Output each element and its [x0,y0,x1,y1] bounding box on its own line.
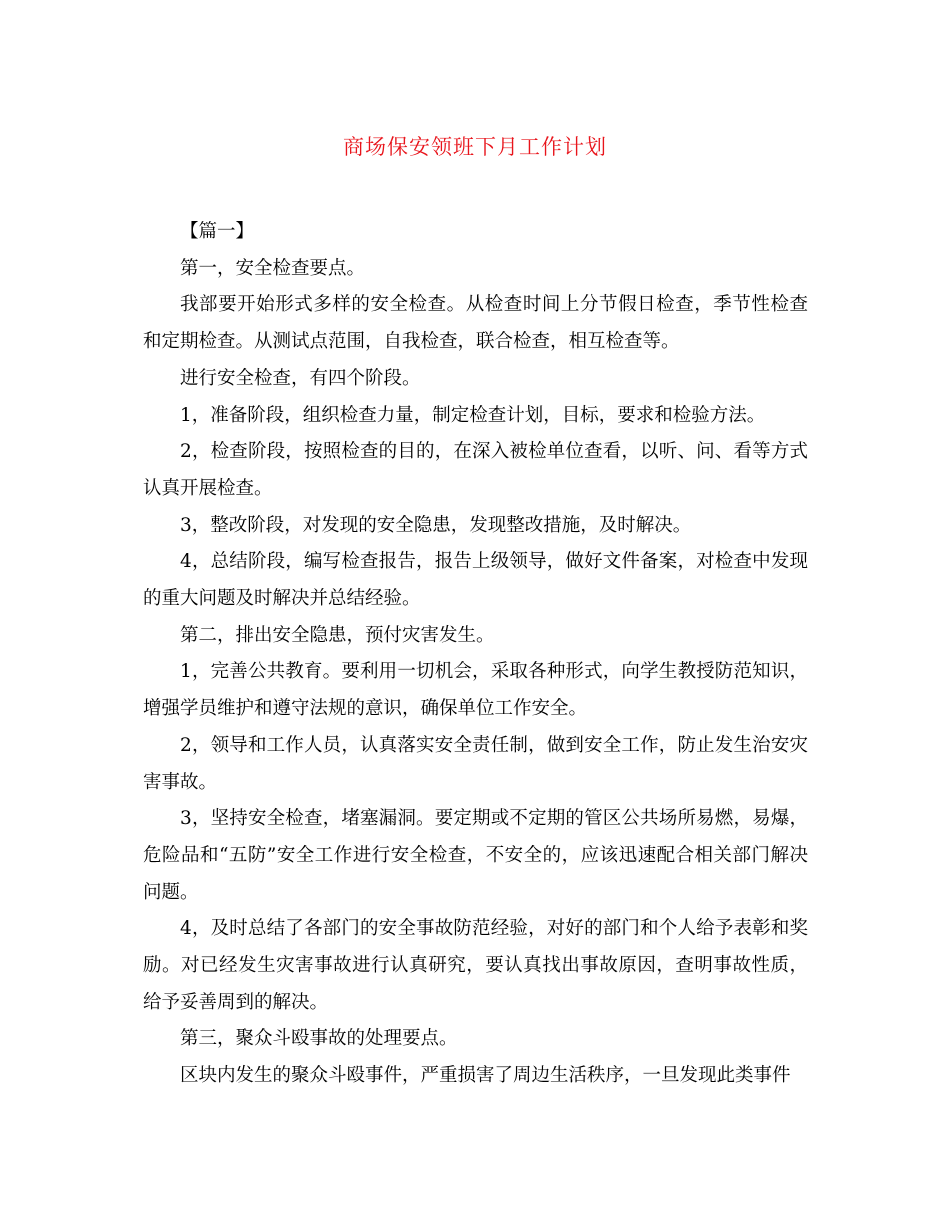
paragraph: 第三，聚众斗殴事故的处理要点。 [180,1028,458,1050]
paragraph: 4，总结阶段，编写检查报告，报告上级领导，做好文件备案，对检查中发现的重大问题及时解决并总结经验。 [143,551,808,610]
document-body [143,214,808,1095]
paragraph: 1，完善公共教育。要利用一切机会，采取各种形式，向学生教授防范知识，增强学员维护和遵守法规的意识，确保单位工作安全。 [143,661,808,720]
paragraph: 4，及时总结了各部门的安全事故防范经验，对好的部门和个人给予表彰和奖励。对已经发生灾害事故进行认真研究，要认真找出事故原因，查明事故性质，给予妥善周到的解决。 [143,918,808,1013]
paragraph: 2，检查阶段，按照检查的目的，在深入被检单位查看，以听、问、看等方式认真开展检查。 [143,441,808,499]
section-heading: 【篇一】 [180,221,255,242]
paragraph: 进行安全检查，有四个阶段。 [180,367,421,389]
paragraph: 3，坚持安全检查，堵塞漏洞。要定期或不定期的管区公共场所易燃，易爆，危险品和“五防”安全工作进行安全检查，不安全的，应该迅速配合相关部门解决问题。 [143,808,808,903]
paragraph: 1，准备阶段，组织检查力量，制定检查计划，目标，要求和检验方法。 [180,404,766,426]
paragraph: 2，领导和工作人员，认真落实安全责任制，做到安全工作，防止发生治安灾害事故。 [143,734,808,793]
document-title: 商场保安领班下月工作计划 [343,135,607,159]
paragraph: 第一，安全检查要点。 [180,257,366,279]
paragraph: 我部要开始形式多样的安全检查。从检查时间上分节假日检查，季节性检查和定期检查。从测试点范围，自我检查，联合检查，相互检查等。 [143,294,808,353]
paragraph: 第二，排出安全隐患，预付灾害发生。 [180,624,495,646]
paragraph: 3，整改阶段，对发现的安全隐患，发现整改措施，及时解决。 [180,514,692,536]
paragraph: 区块内发生的聚众斗殴事件，严重损害了周边生活秩序，一旦发现此类事件 [180,1065,791,1087]
